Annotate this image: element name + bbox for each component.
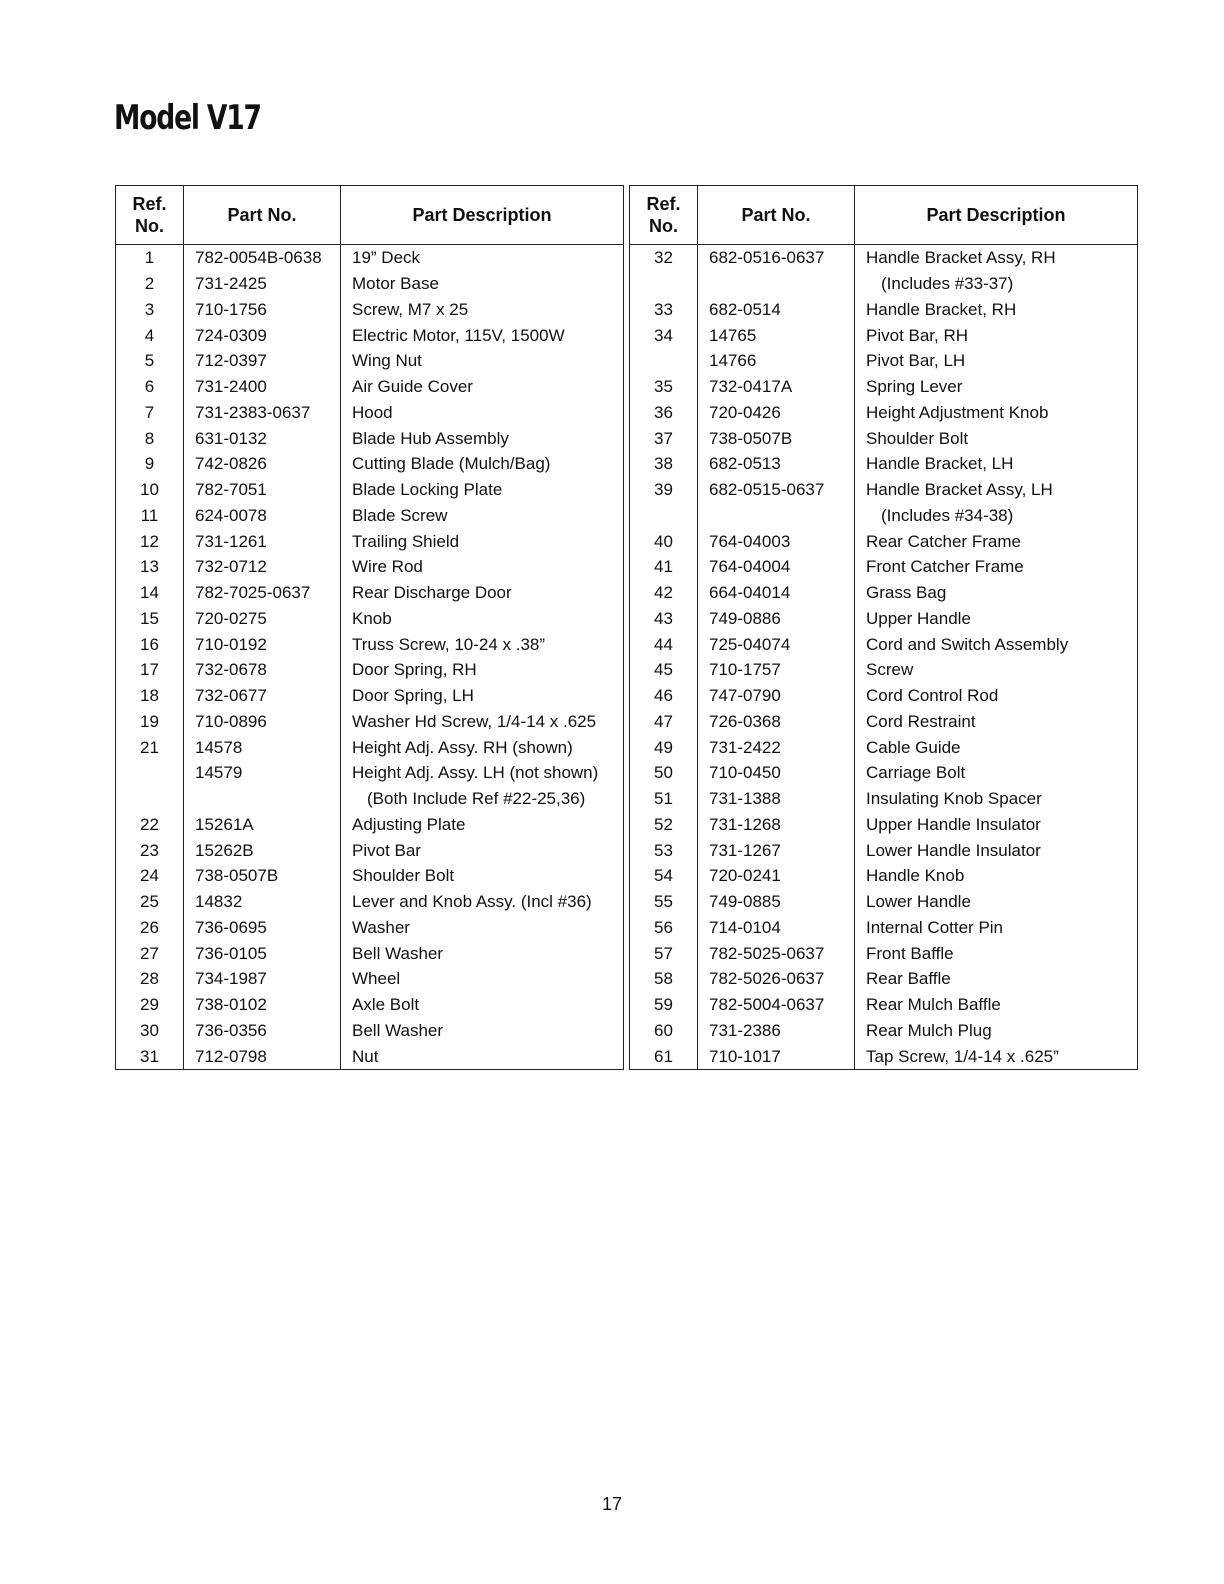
table-row [630, 554, 1138, 580]
part-description-cell: Cutting Blade (Mulch/Bag) [341, 451, 624, 477]
part-no-cell: 682-0516-0637 [698, 245, 855, 271]
part-description-cell: Front Baffle [855, 940, 1138, 966]
part-description-cell: Height Adjustment Knob [855, 400, 1138, 426]
part-no-cell: 15262B [184, 837, 341, 863]
table-row [630, 322, 1138, 348]
table-row [116, 400, 624, 426]
part-no-cell: 782-5025-0637 [698, 940, 855, 966]
ref-no-cell [630, 271, 698, 297]
part-description-cell: Shoulder Bolt [855, 425, 1138, 451]
part-no-cell: 732-0678 [184, 657, 341, 683]
table-row [630, 400, 1138, 426]
part-no-cell: 736-0105 [184, 940, 341, 966]
part-description-cell: Pivot Bar [341, 837, 624, 863]
ref-no-cell: 32 [630, 245, 698, 271]
table-row [630, 837, 1138, 863]
part-no-cell: 738-0507B [698, 425, 855, 451]
ref-no-cell: 47 [630, 709, 698, 735]
part-no-cell: 682-0513 [698, 451, 855, 477]
part-description-cell: Washer [341, 915, 624, 941]
part-no-cell: 738-0102 [184, 992, 341, 1018]
table-row [630, 786, 1138, 812]
table-row [630, 580, 1138, 606]
part-description-cell: Lower Handle Insulator [855, 837, 1138, 863]
part-no-cell: 749-0885 [698, 889, 855, 915]
part-description-cell: Motor Base [341, 271, 624, 297]
ref-no-cell [630, 348, 698, 374]
part-description-cell: Rear Mulch Plug [855, 1018, 1138, 1044]
ref-no-cell: 46 [630, 683, 698, 709]
table-row [630, 863, 1138, 889]
part-no-cell: 624-0078 [184, 503, 341, 529]
ref-no-cell: 51 [630, 786, 698, 812]
table-row [630, 1018, 1138, 1044]
part-description-cell: Tap Screw, 1/4-14 x .625” [855, 1043, 1138, 1069]
part-no-cell: 682-0514 [698, 297, 855, 323]
ref-no-cell: 27 [116, 940, 184, 966]
part-description-cell: Washer Hd Screw, 1/4-14 x .625 [341, 709, 624, 735]
table-row [630, 374, 1138, 400]
part-description-cell: (Includes #33-37) [855, 271, 1138, 297]
part-no-cell [184, 786, 341, 812]
ref-no-header: Ref. No. [630, 186, 698, 245]
ref-no-cell: 25 [116, 889, 184, 915]
ref-no-cell: 3 [116, 297, 184, 323]
table-row [116, 837, 624, 863]
ref-no-cell: 14 [116, 580, 184, 606]
part-description-cell: Screw [855, 657, 1138, 683]
table-row [116, 889, 624, 915]
ref-no-cell: 57 [630, 940, 698, 966]
table-row [116, 245, 624, 271]
ref-no-cell: 31 [116, 1043, 184, 1069]
ref-no-cell: 36 [630, 400, 698, 426]
part-description-cell: Bell Washer [341, 940, 624, 966]
part-no-cell: 742-0826 [184, 451, 341, 477]
table-row [630, 606, 1138, 632]
ref-no-cell: 4 [116, 322, 184, 348]
page-title: Model V17 [114, 98, 261, 138]
ref-no-cell: 5 [116, 348, 184, 374]
part-description-cell: Nut [341, 1043, 624, 1069]
ref-no-cell: 17 [116, 657, 184, 683]
ref-no-cell: 11 [116, 503, 184, 529]
ref-no-cell: 45 [630, 657, 698, 683]
part-description-cell: Wheel [341, 966, 624, 992]
table-row [116, 1018, 624, 1044]
ref-no-header: Ref. No. [116, 186, 184, 245]
table-row [630, 889, 1138, 915]
ref-no-cell: 44 [630, 631, 698, 657]
part-description-cell: Adjusting Plate [341, 812, 624, 838]
part-no-cell: 14578 [184, 734, 341, 760]
ref-no-cell: 42 [630, 580, 698, 606]
ref-no-cell: 21 [116, 734, 184, 760]
part-description-cell: (Both Include Ref #22-25,36) [341, 786, 624, 812]
ref-no-cell: 56 [630, 915, 698, 941]
ref-no-cell: 13 [116, 554, 184, 580]
part-no-cell: 731-1261 [184, 528, 341, 554]
part-description-cell: Lower Handle [855, 889, 1138, 915]
table-row [116, 322, 624, 348]
ref-no-cell: 35 [630, 374, 698, 400]
part-description-cell: Axle Bolt [341, 992, 624, 1018]
table-row [116, 966, 624, 992]
table-row [116, 709, 624, 735]
table-row [116, 477, 624, 503]
table-row [116, 786, 624, 812]
part-no-cell: 14765 [698, 322, 855, 348]
part-description-cell: Upper Handle Insulator [855, 812, 1138, 838]
part-description-cell: Pivot Bar, LH [855, 348, 1138, 374]
table-row [630, 812, 1138, 838]
part-description-cell: Rear Discharge Door [341, 580, 624, 606]
part-no-cell [698, 271, 855, 297]
part-description-cell: Internal Cotter Pin [855, 915, 1138, 941]
part-description-cell: Blade Screw [341, 503, 624, 529]
part-description-cell: Blade Locking Plate [341, 477, 624, 503]
ref-no-cell: 52 [630, 812, 698, 838]
table-row [116, 760, 624, 786]
table-row [116, 606, 624, 632]
ref-no-cell: 61 [630, 1043, 698, 1069]
part-description-cell: Door Spring, LH [341, 683, 624, 709]
table-row [116, 348, 624, 374]
ref-no-cell: 28 [116, 966, 184, 992]
ref-no-cell: 19 [116, 709, 184, 735]
part-description-cell: Height Adj. Assy. LH (not shown) [341, 760, 624, 786]
part-no-cell: 732-0677 [184, 683, 341, 709]
part-description-cell: Insulating Knob Spacer [855, 786, 1138, 812]
table-row [116, 503, 624, 529]
part-no-cell: 725-04074 [698, 631, 855, 657]
part-no-cell: 764-04003 [698, 528, 855, 554]
table-row [116, 863, 624, 889]
ref-no-cell: 30 [116, 1018, 184, 1044]
ref-no-cell: 10 [116, 477, 184, 503]
part-description-cell: Electric Motor, 115V, 1500W [341, 322, 624, 348]
part-no-cell: 731-2425 [184, 271, 341, 297]
part-description-cell: Blade Hub Assembly [341, 425, 624, 451]
ref-no-cell: 15 [116, 606, 184, 632]
table-row [630, 940, 1138, 966]
table-row [116, 374, 624, 400]
ref-no-cell [116, 760, 184, 786]
part-no-cell: 731-1267 [698, 837, 855, 863]
part-description-cell: Front Catcher Frame [855, 554, 1138, 580]
ref-no-cell: 18 [116, 683, 184, 709]
ref-no-cell: 41 [630, 554, 698, 580]
ref-no-cell: 1 [116, 245, 184, 271]
part-no-cell: 732-0417A [698, 374, 855, 400]
part-no-cell: 731-2386 [698, 1018, 855, 1044]
table-row [116, 631, 624, 657]
table-row [630, 709, 1138, 735]
part-no-cell: 732-0712 [184, 554, 341, 580]
table-row [116, 915, 624, 941]
table-row [116, 554, 624, 580]
part-description-cell: Pivot Bar, RH [855, 322, 1138, 348]
table-row [116, 1043, 624, 1069]
part-no-cell: 749-0886 [698, 606, 855, 632]
part-description-cell: Knob [341, 606, 624, 632]
ref-no-cell: 40 [630, 528, 698, 554]
table-row [630, 245, 1138, 271]
part-description-cell: Handle Bracket, RH [855, 297, 1138, 323]
part-description-cell: Wire Rod [341, 554, 624, 580]
parts-table-right [629, 185, 1138, 1070]
table-header-row [630, 186, 1138, 245]
part-description-cell: (Includes #34-38) [855, 503, 1138, 529]
ref-no-cell: 33 [630, 297, 698, 323]
table-row [630, 348, 1138, 374]
part-no-cell: 710-1017 [698, 1043, 855, 1069]
part-no-cell: 736-0695 [184, 915, 341, 941]
part-description-cell: Rear Catcher Frame [855, 528, 1138, 554]
part-no-cell: 710-1756 [184, 297, 341, 323]
ref-no-cell: 23 [116, 837, 184, 863]
table-row [116, 940, 624, 966]
part-description-cell: Truss Screw, 10-24 x .38” [341, 631, 624, 657]
part-no-cell: 731-2400 [184, 374, 341, 400]
part-no-header: Part No. [698, 186, 855, 245]
part-description-cell: Handle Knob [855, 863, 1138, 889]
part-description-cell: Trailing Shield [341, 528, 624, 554]
table-row [630, 477, 1138, 503]
table-header-row [116, 186, 624, 245]
part-description-header: Part Description [341, 186, 624, 245]
ref-no-cell: 37 [630, 425, 698, 451]
part-no-cell: 15261A [184, 812, 341, 838]
part-no-cell: 782-7051 [184, 477, 341, 503]
ref-no-cell: 38 [630, 451, 698, 477]
part-description-cell: Rear Baffle [855, 966, 1138, 992]
ref-no-cell: 24 [116, 863, 184, 889]
part-description-cell: Wing Nut [341, 348, 624, 374]
part-no-cell: 710-0896 [184, 709, 341, 735]
part-description-cell: Handle Bracket, LH [855, 451, 1138, 477]
table-row [116, 580, 624, 606]
table-row [116, 734, 624, 760]
ref-no-cell [116, 786, 184, 812]
table-row [630, 631, 1138, 657]
part-no-cell: 712-0397 [184, 348, 341, 374]
ref-no-cell: 22 [116, 812, 184, 838]
part-no-cell: 710-0192 [184, 631, 341, 657]
table-row [116, 425, 624, 451]
part-no-cell: 712-0798 [184, 1043, 341, 1069]
part-description-cell: Hood [341, 400, 624, 426]
ref-no-cell: 39 [630, 477, 698, 503]
ref-no-cell: 26 [116, 915, 184, 941]
ref-no-cell: 60 [630, 1018, 698, 1044]
part-no-cell: 682-0515-0637 [698, 477, 855, 503]
ref-no-cell: 55 [630, 889, 698, 915]
table-row [630, 683, 1138, 709]
table-row [630, 915, 1138, 941]
table-row [630, 503, 1138, 529]
table-row [630, 297, 1138, 323]
part-no-cell: 710-1757 [698, 657, 855, 683]
part-no-cell: 782-5004-0637 [698, 992, 855, 1018]
ref-no-cell: 7 [116, 400, 184, 426]
ref-no-cell: 16 [116, 631, 184, 657]
ref-no-cell: 9 [116, 451, 184, 477]
table-row [630, 966, 1138, 992]
part-no-cell: 720-0275 [184, 606, 341, 632]
ref-no-cell: 49 [630, 734, 698, 760]
table-row [116, 683, 624, 709]
table-row [116, 451, 624, 477]
table-row [630, 760, 1138, 786]
part-description-cell: Handle Bracket Assy, LH [855, 477, 1138, 503]
ref-no-cell: 50 [630, 760, 698, 786]
part-no-cell: 710-0450 [698, 760, 855, 786]
part-no-cell: 714-0104 [698, 915, 855, 941]
part-description-cell: Rear Mulch Baffle [855, 992, 1138, 1018]
table-row [116, 657, 624, 683]
table-row [630, 271, 1138, 297]
part-no-cell: 726-0368 [698, 709, 855, 735]
part-no-cell: 782-0054B-0638 [184, 245, 341, 271]
table-row [630, 657, 1138, 683]
part-no-cell: 782-5026-0637 [698, 966, 855, 992]
ref-no-cell: 29 [116, 992, 184, 1018]
part-no-cell: 764-04004 [698, 554, 855, 580]
table-row [116, 812, 624, 838]
part-description-cell: Air Guide Cover [341, 374, 624, 400]
part-description-cell: Cord Restraint [855, 709, 1138, 735]
ref-no-cell: 59 [630, 992, 698, 1018]
table-row [116, 528, 624, 554]
part-no-cell: 782-7025-0637 [184, 580, 341, 606]
part-description-cell: Grass Bag [855, 580, 1138, 606]
part-no-cell: 736-0356 [184, 1018, 341, 1044]
part-no-cell: 731-1268 [698, 812, 855, 838]
part-description-cell: Carriage Bolt [855, 760, 1138, 786]
part-description-cell: Lever and Knob Assy. (Incl #36) [341, 889, 624, 915]
table-row [630, 992, 1138, 1018]
part-description-cell: Handle Bracket Assy, RH [855, 245, 1138, 271]
part-no-cell: 738-0507B [184, 863, 341, 889]
part-no-cell: 664-04014 [698, 580, 855, 606]
ref-no-cell: 8 [116, 425, 184, 451]
table-row [630, 528, 1138, 554]
part-description-cell: Upper Handle [855, 606, 1138, 632]
part-no-cell: 731-2422 [698, 734, 855, 760]
part-description-cell: Screw, M7 x 25 [341, 297, 624, 323]
page-number: 17 [601, 1494, 623, 1514]
table-body [630, 245, 1138, 1070]
parts-table-left [115, 185, 624, 1070]
ref-no-cell: 43 [630, 606, 698, 632]
ref-no-cell: 12 [116, 528, 184, 554]
ref-no-cell: 53 [630, 837, 698, 863]
ref-no-cell: 34 [630, 322, 698, 348]
part-no-cell: 734-1987 [184, 966, 341, 992]
part-description-cell: Cable Guide [855, 734, 1138, 760]
ref-no-cell: 6 [116, 374, 184, 400]
table-row [630, 451, 1138, 477]
ref-no-cell: 2 [116, 271, 184, 297]
ref-no-cell: 58 [630, 966, 698, 992]
part-description-cell: Spring Lever [855, 374, 1138, 400]
part-description-cell: Door Spring, RH [341, 657, 624, 683]
table-row [630, 425, 1138, 451]
part-description-cell: Cord Control Rod [855, 683, 1138, 709]
part-description-cell: Height Adj. Assy. RH (shown) [341, 734, 624, 760]
ref-no-cell: 54 [630, 863, 698, 889]
ref-no-cell [630, 503, 698, 529]
part-no-cell: 14579 [184, 760, 341, 786]
part-no-cell: 731-2383-0637 [184, 400, 341, 426]
part-no-cell [698, 503, 855, 529]
table-row [116, 297, 624, 323]
part-no-cell: 720-0426 [698, 400, 855, 426]
part-no-cell: 14766 [698, 348, 855, 374]
part-no-cell: 631-0132 [184, 425, 341, 451]
table-row [116, 992, 624, 1018]
table-row [116, 271, 624, 297]
part-no-cell: 720-0241 [698, 863, 855, 889]
part-description-cell: Cord and Switch Assembly [855, 631, 1138, 657]
part-no-cell: 731-1388 [698, 786, 855, 812]
part-no-cell: 747-0790 [698, 683, 855, 709]
part-description-cell: 19” Deck [341, 245, 624, 271]
part-description-cell: Bell Washer [341, 1018, 624, 1044]
part-no-header: Part No. [184, 186, 341, 245]
part-no-cell: 724-0309 [184, 322, 341, 348]
part-description-header: Part Description [855, 186, 1138, 245]
table-row [630, 734, 1138, 760]
part-no-cell: 14832 [184, 889, 341, 915]
table-body [116, 245, 624, 1070]
part-description-cell: Shoulder Bolt [341, 863, 624, 889]
table-row [630, 1043, 1138, 1069]
